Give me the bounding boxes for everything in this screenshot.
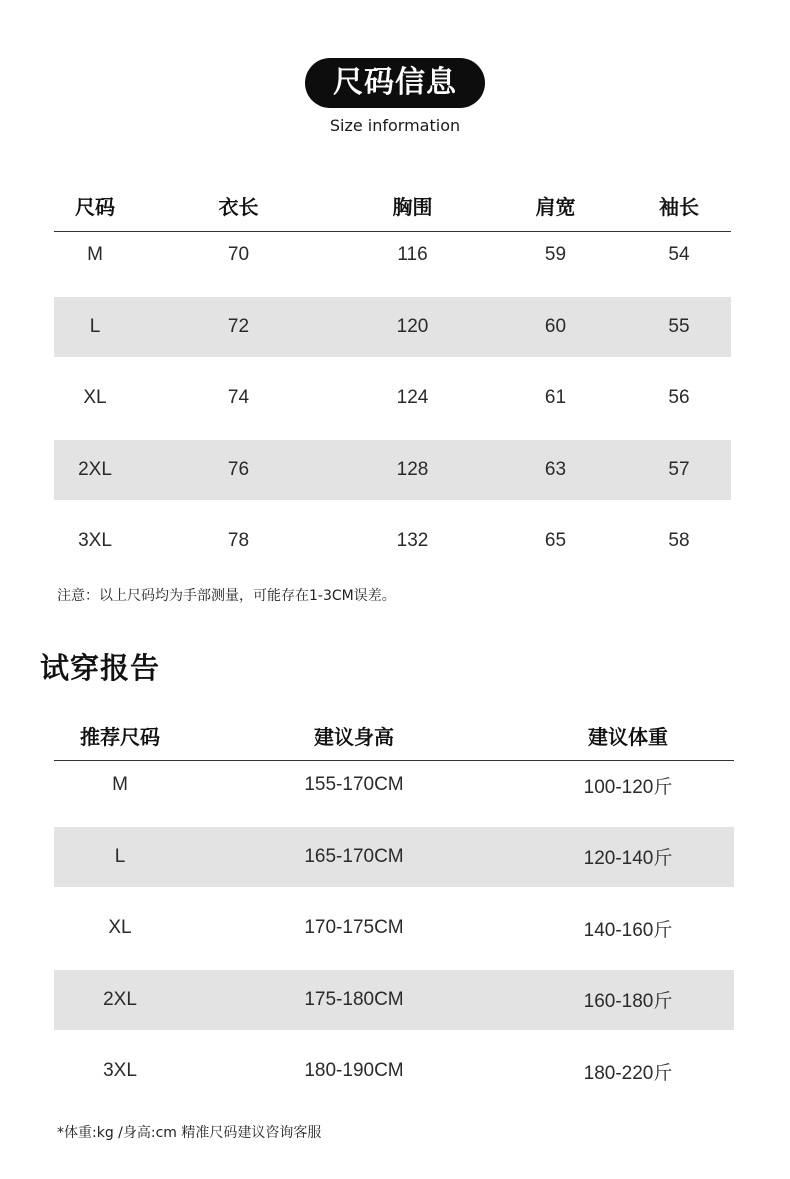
table-row xyxy=(54,898,734,958)
table-cell: 3XL xyxy=(78,530,112,551)
size-note: 注意：以上尺码均为手部测量，可能存在1-3CM误差。 xyxy=(57,588,396,604)
table-cell: 76 xyxy=(227,458,250,480)
table-cell: M xyxy=(112,774,128,795)
column-header: 衣长 xyxy=(218,195,259,219)
table-cell: 55 xyxy=(668,315,690,337)
fit-report-table xyxy=(54,710,734,1100)
table-cell: 3XL xyxy=(103,1060,137,1081)
table-cell: 56 xyxy=(668,387,690,408)
table-cell: 58 xyxy=(668,530,690,551)
column-header: 建议身高 xyxy=(314,724,394,749)
table-cell: 70 xyxy=(227,244,250,265)
table-cell: 170-175CM xyxy=(304,917,404,938)
table-cell: 2XL xyxy=(103,988,137,1010)
table-cell: L xyxy=(114,845,126,867)
column-header: 袖长 xyxy=(659,195,699,219)
table-cell: 120 xyxy=(396,315,429,337)
fit-note: *体重:kg /身高:cm 精准尺码建议咨询客服 xyxy=(57,1125,322,1141)
table-cell: 120-140斤 xyxy=(583,848,673,869)
size-table xyxy=(54,180,731,570)
table-row xyxy=(54,225,731,285)
table-cell: 124 xyxy=(396,387,429,408)
table-row xyxy=(54,368,731,428)
column-header: 胸围 xyxy=(392,195,433,219)
table-row xyxy=(54,511,731,571)
table-cell: L xyxy=(89,315,101,337)
page-title: 尺码信息 xyxy=(305,58,485,108)
table-cell: 78 xyxy=(227,530,250,551)
table-row xyxy=(54,1041,734,1101)
table-row xyxy=(54,755,734,815)
table-cell: 65 xyxy=(544,530,567,551)
table-cell: 100-120斤 xyxy=(583,776,673,798)
page-subtitle: Size information xyxy=(329,116,461,135)
table-cell: 57 xyxy=(668,458,690,480)
table-row xyxy=(54,827,734,887)
table-cell: 155-170CM xyxy=(304,774,404,795)
table-cell: 2XL xyxy=(78,458,112,480)
table-cell: 140-160斤 xyxy=(583,919,673,941)
column-header: 推荐尺码 xyxy=(80,724,160,749)
table-header-row xyxy=(54,180,731,231)
table-cell: 132 xyxy=(396,530,429,551)
column-header: 肩宽 xyxy=(535,195,576,219)
table-header-row xyxy=(54,710,734,760)
table-cell: M xyxy=(87,244,103,265)
table-cell: 128 xyxy=(396,458,429,480)
table-cell: 63 xyxy=(544,458,567,480)
table-cell: XL xyxy=(108,917,132,938)
table-cell: 116 xyxy=(397,244,428,265)
fit-report-title: 试穿报告 xyxy=(40,651,161,685)
table-cell: 61 xyxy=(544,387,567,408)
table-cell: 175-180CM xyxy=(304,988,404,1010)
table-cell: XL xyxy=(83,387,107,408)
table-cell: 160-180斤 xyxy=(583,991,673,1012)
table-cell: 165-170CM xyxy=(304,845,404,867)
table-row xyxy=(54,440,731,500)
column-header: 尺码 xyxy=(75,195,115,219)
table-cell: 60 xyxy=(544,315,567,337)
table-cell: 180-220斤 xyxy=(583,1062,673,1084)
table-row xyxy=(54,970,734,1030)
table-cell: 54 xyxy=(668,244,690,265)
table-cell: 74 xyxy=(227,387,250,408)
table-row xyxy=(54,297,731,357)
table-cell: 72 xyxy=(227,315,250,337)
table-cell: 180-190CM xyxy=(304,1060,404,1081)
table-cell: 59 xyxy=(544,244,567,265)
column-header: 建议体重 xyxy=(588,724,668,749)
